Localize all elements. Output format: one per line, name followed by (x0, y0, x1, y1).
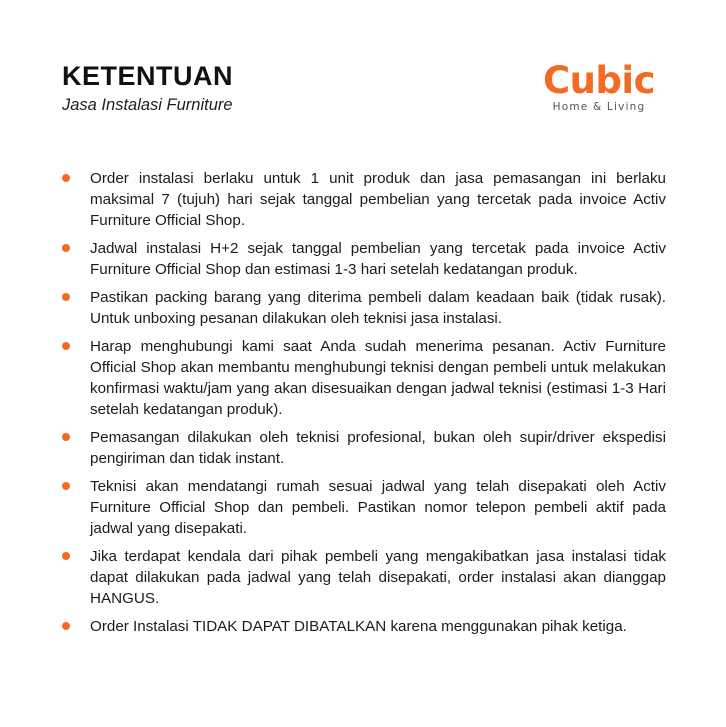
term-item (62, 168, 666, 231)
term-item (62, 238, 666, 280)
page-title: KETENTUAN (62, 61, 233, 91)
term-text: Pemasangan dilakukan oleh teknisi profesional, bukan oleh supir/driver ekspedisi pengiriman dan tidak instant. (90, 429, 666, 467)
term-text: Jika terdapat kendala dari pihak pembeli yang mengakibatkan jasa instalasi tidak dapat dilakukan pada jadwal yang telah disepakati, order instalasi akan dianggap HANGUS. (90, 548, 666, 607)
term-item (62, 616, 666, 637)
bullet-icon (62, 244, 70, 252)
terms-list (62, 168, 666, 644)
logo-wordmark: Cubic (542, 59, 656, 102)
bullet-icon (62, 482, 70, 490)
term-text: Jadwal instalasi H+2 sejak tanggal pembelian yang tercetak pada invoice Activ Furniture Official Shop dan estimasi 1-3 hari setelah kedatangan produk. (90, 240, 666, 278)
page-subtitle: Jasa Instalasi Furniture (62, 96, 233, 114)
bullet-icon (62, 552, 70, 560)
term-text: Harap menghubungi kami saat Anda sudah menerima pesanan. Activ Furniture Official Shop akan membantu menghubungi teknisi dengan pembeli untuk melakukan konfirmasi waktu/jam yang akan disesuaikan dengan jadwal teknisi (estimasi 1-3 Hari setelah kedatangan produk). (90, 338, 666, 418)
term-item (62, 476, 666, 539)
term-text: Order Instalasi TIDAK DAPAT DIBATALKAN karena menggunakan pihak ketiga. (90, 618, 627, 635)
term-item (62, 336, 666, 420)
brand-logo (534, 59, 664, 113)
term-text: Pastikan packing barang yang diterima pembeli dalam keadaan baik (tidak rusak). Untuk unboxing pesanan dilakukan oleh teknisi jasa instalasi. (90, 289, 666, 327)
bullet-icon (62, 174, 70, 182)
bullet-icon (62, 622, 70, 630)
term-item (62, 546, 666, 609)
bullet-icon (62, 433, 70, 441)
term-text: Order instalasi berlaku untuk 1 unit produk dan jasa pemasangan ini berlaku maksimal 7 (tujuh) hari sejak tanggal pembelian yang tercetak pada invoice Activ Furniture Official Shop. (90, 170, 666, 229)
bullet-icon (62, 342, 70, 350)
term-item (62, 287, 666, 329)
logo-tagline: Home & Living (552, 101, 646, 113)
term-text: Teknisi akan mendatangi rumah sesuai jadwal yang telah disepakati oleh Activ Furniture Official Shop dan pembeli. Pastikan nomor telepon pembeli aktif pada jadwal yang disepakati. (90, 478, 666, 537)
bullet-icon (62, 293, 70, 301)
term-item (62, 427, 666, 469)
